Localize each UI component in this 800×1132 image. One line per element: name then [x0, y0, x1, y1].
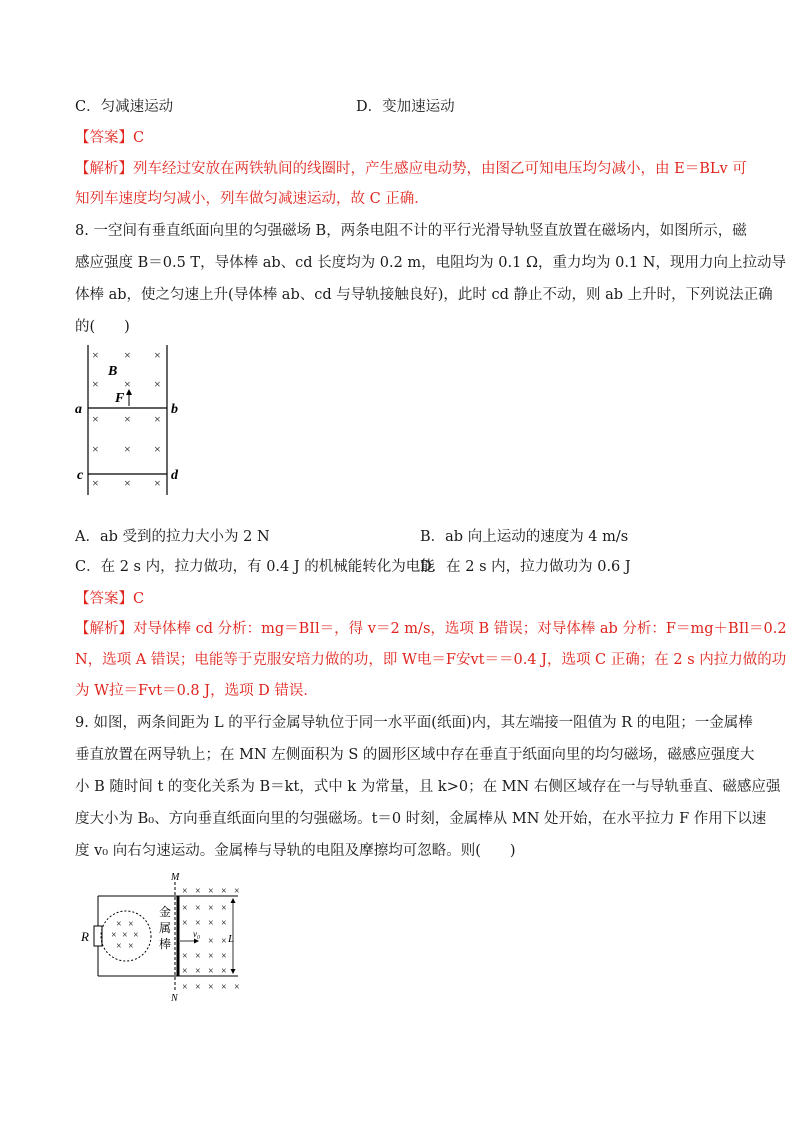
q9-cross: × [116, 941, 122, 952]
q8-stem-line-4: 的( ) [75, 319, 130, 335]
q9-cross: × [221, 982, 227, 993]
q9-cross: × [128, 941, 134, 952]
q9-cross: × [221, 951, 227, 962]
q8-cross: × [124, 348, 131, 362]
q8-label-c: c [77, 468, 84, 483]
q8-rail-figure [72, 340, 202, 500]
q9-cross: × [234, 982, 240, 993]
q9-cross: × [195, 903, 201, 914]
q8-analysis-line-3: 为 W拉＝Fvt＝0.8 J，选项 D 错误． [75, 683, 318, 699]
q9-rod-label: 金 [159, 905, 172, 919]
q8-cross: × [124, 476, 131, 490]
q8-option-c: C．在 2 s 内，拉力做功，有 0.4 J 的机械能转化为电能 [75, 559, 435, 575]
q8-label-b-field: B [108, 364, 118, 379]
q8-cross: × [154, 377, 161, 391]
q8-label-b: b [171, 402, 178, 417]
q9-cross: × [208, 903, 214, 914]
q8-cross: × [154, 442, 161, 456]
q8-cross: × [154, 476, 161, 490]
q9-cross: × [208, 936, 214, 947]
q7-answer: 【答案】C [75, 130, 145, 146]
q8-cross: × [92, 442, 99, 456]
q9-cross: × [208, 982, 214, 993]
q8-cross: × [92, 412, 99, 426]
q8-stem-line-1: 8. 一空间有垂直纸面向里的匀强磁场 B，两条电阻不计的平行光滑导轨竖直放置在磁场内，如图所示，磁 [75, 223, 747, 239]
q9-cross: × [221, 886, 227, 897]
q8-cross: × [92, 377, 99, 391]
q7-option-d: D．变加速运动 [356, 99, 455, 115]
q8-cross: × [124, 412, 131, 426]
q8-cross: × [154, 348, 161, 362]
q7-option-c: C．匀减速运动 [75, 99, 174, 115]
q7-analysis-line-2: 知列车速度均匀减小，列车做匀减速运动，故 C 正确． [75, 191, 429, 207]
q9-cross: × [182, 966, 188, 977]
q8-option-a: A．ab 受到的拉力大小为 2 N [75, 529, 270, 545]
q8-analysis-line-2: N，选项 A 错误；电能等于克服安培力做的功，即 W电＝F安vt＝＝0.4 J，选项 C 正确；在 2 s 内拉力做的功 [75, 652, 787, 668]
q9-cross: × [116, 919, 122, 930]
q8-option-b: B．ab 向上运动的速度为 4 m/s [420, 529, 629, 545]
q9-stem-line-4: 度大小为 B₀、方向垂直纸面向里的匀强磁场。t＝0 时刻，金属棒从 MN 处开始，在水平拉力 F 作用下以速 [75, 811, 767, 827]
q9-cross: × [195, 982, 201, 993]
q9-cross: × [208, 886, 214, 897]
q9-cross: × [208, 966, 214, 977]
q8-answer: 【答案】C [75, 591, 145, 607]
q8-analysis-line-1: 【解析】对导体棒 cd 分析：mg＝BIl＝，得 v＝2 m/s，选项 B 错误；对导体棒 ab 分析：F＝mg＋BIl＝0.2 [75, 621, 787, 637]
q9-cross: × [133, 930, 139, 941]
q9-cross: × [182, 903, 188, 914]
q9-resistor [94, 926, 102, 946]
q8-label-a: a [75, 402, 82, 417]
q8-cross: × [92, 476, 99, 490]
q9-circuit-figure [78, 870, 278, 1005]
q9-cross: × [122, 930, 128, 941]
q8-cross: × [92, 348, 99, 362]
q9-label-l: L [228, 933, 235, 945]
q7-analysis-line-1: 【解析】列车经过安放在两铁轨间的线圈时，产生感应电动势，由图乙可知电压均匀减小，由 E＝BLv 可 [75, 161, 747, 177]
q9-cross: × [221, 966, 227, 977]
q8-option-d: D．在 2 s 内，拉力做功为 0.6 J [420, 559, 631, 575]
q9-cross: × [128, 919, 134, 930]
q9-cross: × [182, 982, 188, 993]
q9-cross: × [208, 951, 214, 962]
q8-cross: × [124, 377, 131, 391]
q9-label-m: M [171, 872, 180, 883]
q9-label-v0: v₀ [193, 929, 201, 939]
q8-stem-line-3: 体棒 ab，使之匀速上升(导体棒 ab、cd 与导轨接触良好)，此时 cd 静止不动，则 ab 上升时，下列说法正确 [75, 287, 773, 303]
q9-cross: × [195, 918, 201, 929]
q9-stem-line-5: 度 v₀ 向右匀速运动。金属棒与导轨的电阻及摩擦均可忽略。则( ) [75, 843, 516, 859]
q9-cross: × [208, 918, 214, 929]
q9-cross: × [221, 918, 227, 929]
q9-cross: × [234, 886, 240, 897]
q9-stem-line-2: 垂直放置在两导轨上；在 MN 左侧面积为 S 的圆形区域中存在垂直于纸面向里的均匀磁场，磁感应强度大 [75, 747, 755, 763]
q9-cross: × [195, 966, 201, 977]
q9-cross: × [221, 903, 227, 914]
q9-label-r: R [81, 929, 89, 944]
q8-label-d: d [171, 468, 178, 483]
q9-rod-label: 棒 [159, 937, 172, 951]
q9-stem-line-1: 9. 如图，两条间距为 L 的平行金属导轨位于同一水平面(纸面)内，其左端接一阻值为 R 的电阻；一金属棒 [75, 715, 753, 731]
q9-label-n: N [171, 993, 178, 1004]
q9-cross: × [182, 951, 188, 962]
q9-cross: × [195, 951, 201, 962]
q8-cross: × [124, 442, 131, 456]
q9-cross: × [111, 930, 117, 941]
q8-label-force: F [115, 391, 125, 406]
q9-rod-label: 属 [159, 921, 172, 935]
q9-cross: × [195, 886, 201, 897]
q8-stem-line-2: 感应强度 B＝0.5 T，导体棒 ab、cd 长度均为 0.2 m，电阻均为 0.1 Ω，重力均为 0.1 N，现用力向上拉动导 [75, 255, 786, 271]
q9-cross: × [221, 936, 227, 947]
q9-stem-line-3: 小 B 随时间 t 的变化关系为 B＝kt，式中 k 为常量，且 k>0；在 MN 右侧区域存在一与导轨垂直、磁感应强 [75, 779, 781, 795]
q9-cross: × [182, 918, 188, 929]
q8-cross: × [154, 412, 161, 426]
q9-cross: × [182, 886, 188, 897]
